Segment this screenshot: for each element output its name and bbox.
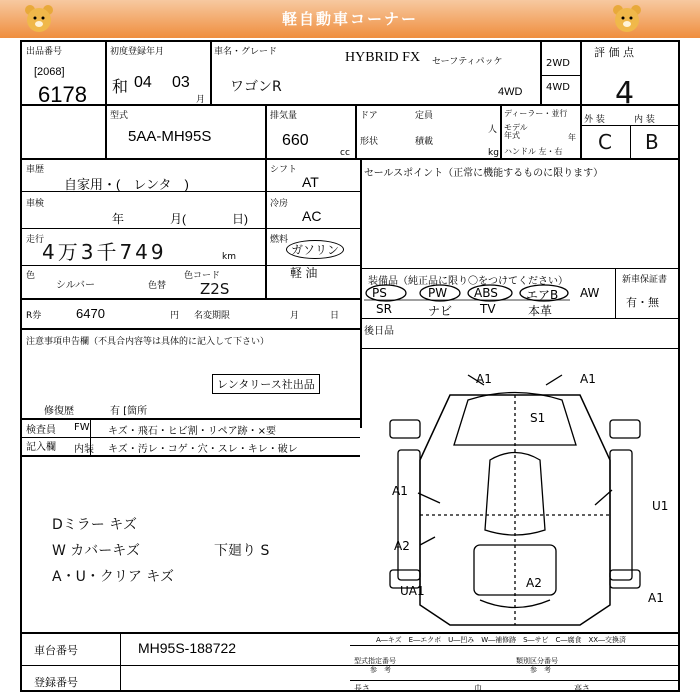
shift-label: シフト xyxy=(270,165,298,175)
model-value: 5AA-MH95S xyxy=(128,128,212,145)
mileage-unit: km xyxy=(222,252,236,262)
inspection-label: 車検 xyxy=(26,199,45,209)
mark-bottom-left: UA1 xyxy=(400,584,425,598)
handwritten-note-1: Dミラー キズ xyxy=(52,517,137,533)
header-title: 軽自動車コーナー xyxy=(281,10,418,28)
evaluation-label: 評 価 点 xyxy=(594,46,634,59)
equipment-navi: ナビ xyxy=(428,304,453,318)
lot-number: 6178 xyxy=(38,82,87,107)
load-unit: kg xyxy=(488,148,499,158)
exterior-label: 外 装 xyxy=(584,115,605,125)
equipment-tv: TV xyxy=(480,302,496,316)
class-number-label: 類別区分番号 xyxy=(516,657,558,665)
rental-stamp: レンタリース社出品 xyxy=(212,374,320,394)
handwritten-note-3: A・U・クリア キズ xyxy=(52,569,174,585)
mark-left-front: A1 xyxy=(392,484,408,498)
history-value: 自家用・( レンタ ) xyxy=(64,177,189,192)
model-year-label: モデル 年式 xyxy=(504,123,528,140)
color-swap-label: 色替 xyxy=(148,281,167,291)
shape-label: 形状 xyxy=(360,137,379,147)
interior-label: 内 装 xyxy=(634,115,655,125)
equipment-airbag: エアB xyxy=(526,288,559,302)
warranty-value: 有・無 xyxy=(626,296,659,309)
first-reg-year: 04 xyxy=(134,74,152,91)
handwritten-note-2: W カバーキズ xyxy=(52,543,141,559)
first-reg-month: 03 xyxy=(172,74,190,91)
mark-rear-center: A2 xyxy=(526,576,542,590)
evaluation-score: 4 xyxy=(615,76,635,111)
reference-1: 参 考 xyxy=(370,666,391,674)
chassis-value: MH95S-188722 xyxy=(138,640,237,656)
car-grade: HYBRID FX xyxy=(345,50,421,65)
registration-label: 登録番号 xyxy=(34,676,78,689)
recycle-unit: 円 xyxy=(170,311,180,321)
mark-bottom-right: A1 xyxy=(648,591,664,605)
sales-point-label: セールスポイント（正常に機能するものに限ります） xyxy=(364,168,604,179)
inspection-day: 日) xyxy=(232,212,248,226)
mark-top-right: A1 xyxy=(580,372,596,386)
model-label: 型式 xyxy=(110,111,129,121)
car-name: ワゴンR xyxy=(230,79,282,95)
repair-label: 修復歴 xyxy=(44,406,74,417)
equipment-ps: PS xyxy=(372,286,387,300)
mileage-value: 4万3千749 xyxy=(42,240,167,264)
equipment-circles xyxy=(360,278,620,318)
fuel-gas: ガソリン xyxy=(286,240,344,259)
mileage-label: 走行 xyxy=(26,235,45,245)
mark-top-left: A1 xyxy=(476,372,492,386)
color-code-label: 色コード xyxy=(184,271,221,281)
length-label: 長さ xyxy=(354,684,370,693)
first-reg-era: 和 xyxy=(112,79,129,96)
interior-grade: B xyxy=(645,130,659,154)
displacement-unit: cc xyxy=(340,148,350,158)
equipment-label: 装備品（純正品に限り〇をつけてください） xyxy=(368,276,568,287)
history-label: 車歴 xyxy=(26,165,45,175)
dealer-label: ディーラー・並行 xyxy=(504,109,568,118)
inspector-fw-items: キズ・飛石・ヒビ割・リペア跡・×要 xyxy=(108,426,276,437)
inspector-label: 検査員 記入欄 xyxy=(26,425,56,453)
shift-value: AT xyxy=(302,174,319,190)
color-code: Z2S xyxy=(200,280,230,298)
drive-4wd: 4WD xyxy=(546,82,570,93)
damage-legend: A―キズ E―エクボ U―凹み W―補修跡 S―サビ C―腐食 XX―交換済 xyxy=(376,636,627,644)
repair-value: 有 [箇所 xyxy=(110,406,148,417)
chassis-label: 車台番号 xyxy=(34,644,78,657)
height-label: 高さ xyxy=(574,684,590,693)
displacement-value: 660 xyxy=(282,132,309,149)
inspector-int-items: キズ・汚レ・コゲ・穴・スレ・キレ・破レ xyxy=(108,444,298,455)
inspection-year: 年 xyxy=(112,212,125,226)
lot-sub-number: [2068] xyxy=(34,66,65,78)
first-reg-label: 初度登録年月 xyxy=(110,47,165,57)
equipment-abs: ABS xyxy=(474,286,498,300)
handwritten-note-4: 下廻り S xyxy=(214,543,270,559)
type-designation-label: 型式指定番号 xyxy=(354,657,396,665)
equipment-pw: PW xyxy=(428,286,448,300)
bear-mascot-icon xyxy=(610,3,644,35)
car-drive: 4WD xyxy=(498,86,523,98)
load-label: 積載 xyxy=(415,137,434,147)
lot-label: 出品番号 xyxy=(26,47,63,57)
doors-label: ドア xyxy=(360,111,378,121)
mark-right-mid: U1 xyxy=(652,499,669,513)
displacement-label: 排気量 xyxy=(270,111,298,121)
mark-hood: S1 xyxy=(530,411,546,425)
inspector-fw-label: FW xyxy=(74,422,90,433)
inspection-month: 月( xyxy=(170,212,186,226)
capacity-label: 定員 xyxy=(415,111,434,121)
reference-2: 参 考 xyxy=(530,666,551,674)
inspector-interior-label: 内装 xyxy=(74,444,94,455)
recycle-value: 6470 xyxy=(76,306,105,321)
handle-label: ハンドル 左・右 xyxy=(504,147,563,156)
exterior-grade: C xyxy=(598,130,612,154)
car-name-label: 車名・グレード xyxy=(214,47,278,57)
equipment-sr: SR xyxy=(376,302,392,316)
bear-mascot-icon xyxy=(22,3,56,35)
capacity-unit: 人 xyxy=(488,125,498,135)
warranty-label: 新車保証書 xyxy=(622,275,668,285)
mark-left-rear: A2 xyxy=(394,539,410,553)
car-damage-diagram xyxy=(380,365,680,635)
color-label: 色 xyxy=(26,271,36,281)
recycle-label: R券 xyxy=(26,311,42,321)
name-limit-label: 名変期限 xyxy=(194,311,231,321)
fuel-label: 燃料 xyxy=(270,235,289,245)
name-limit-month: 月 xyxy=(290,311,300,321)
back-seat-label: 後日品 xyxy=(364,326,394,337)
name-limit-day: 日 xyxy=(330,311,340,321)
ac-value: AC xyxy=(302,208,322,224)
equipment-aw: AW xyxy=(580,286,600,300)
car-grade-note: セーフティパッケ xyxy=(432,57,503,67)
equipment-leather: 本革 xyxy=(528,304,553,318)
color-value: シルバー xyxy=(56,280,96,291)
drive-2wd: 2WD xyxy=(546,58,570,69)
notes-label: 注意事項申告欄（不具合内容等は具体的に記入して下さい） xyxy=(26,337,270,347)
fuel-diesel: 軽 油 xyxy=(290,266,318,280)
model-year-unit: 年 xyxy=(568,133,576,142)
ac-label: 冷房 xyxy=(270,199,289,209)
width-label: 巾 xyxy=(474,684,482,693)
first-reg-month-unit: 月 xyxy=(196,95,206,105)
